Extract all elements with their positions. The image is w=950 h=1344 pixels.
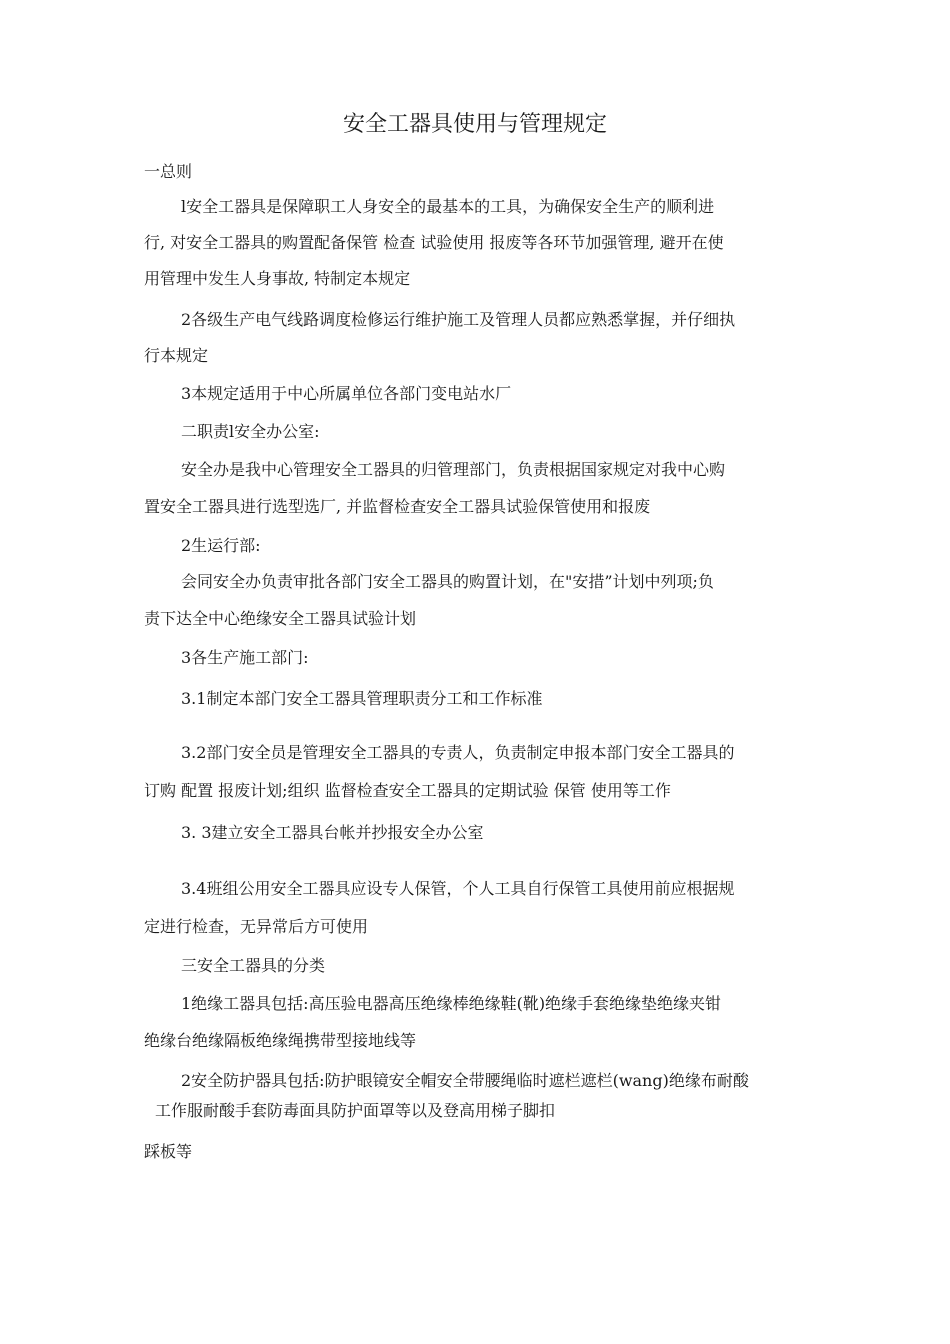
paragraph-line: 工作服耐酸手套防毒面具防护面罩等以及登高用梯子脚扣 [155,1101,556,1120]
paragraph-line: 踩板等 [144,1142,193,1161]
paragraph-line: 2安全防护器具包括:防护眼镜安全帽安全带腰绳临时遮栏遮栏(wang)绝缘布耐酸 [181,1071,749,1090]
paragraph-line: 定进行检查，无异常后方可使用 [144,917,369,936]
paragraph-line: 3.1制定本部门安全工器具管理职责分工和工作标准 [181,689,543,708]
section-heading-duties: 二职责l安全办公室: [181,422,320,441]
paragraph-line: 绝缘台绝缘隔板绝缘绳携带型接地线等 [144,1031,417,1050]
paragraph-line: 用管理中发生人身事故, 特制定本规定 [144,269,411,288]
paragraph-line: 3.2部门安全员是管理安全工器具的专责人，负责制定申报本部门安全工器具的 [181,743,735,762]
section-heading-categories: 三安全工器具的分类 [181,956,326,975]
paragraph-line: 行, 对安全工器具的购置配备保管 检查 试验使用 报废等各环节加强管理, 避开在使 [144,233,724,252]
section-heading-general: 一总则 [144,162,193,181]
paragraph-line: 3各生产施工部门: [181,648,309,667]
paragraph-line: 2各级生产电气线路调度检修运行维护施工及管理人员都应熟悉掌握，并仔细执 [181,310,736,329]
paragraph-line: l安全工器具是保障职工人身安全的最基本的工具，为确保安全生产的顺利进 [181,197,715,216]
paragraph-line: 3. 3建立安全工器具台帐并抄报安全办公室 [181,823,484,842]
paragraph-line: 2生运行部: [181,536,261,555]
paragraph-line: 1绝缘工器具包括:高压验电器高压绝缘棒绝缘鞋(靴)绝缘手套绝缘垫绝缘夹钳 [181,994,722,1013]
paragraph-line: 责下达全中心绝缘安全工器具试验计划 [144,609,417,628]
paragraph-line: 行本规定 [144,346,209,365]
paragraph-line: 3本规定适用于中心所属单位各部门变电站水厂 [181,384,512,403]
paragraph-line: 会同安全办负责审批各部门安全工器具的购置计划，在"安措”计划中列项;负 [181,572,714,591]
paragraph-line: 订购 配置 报废计划;组织 监督检查安全工器具的定期试验 保管 使用等工作 [144,781,671,800]
paragraph-line: 安全办是我中心管理安全工器具的归管理部门，负责根据国家规定对我中心购 [181,460,726,479]
paragraph-line: 3.4班组公用安全工器具应设专人保管，个人工具自行保管工具使用前应根据规 [181,879,735,898]
paragraph-line: 置安全工器具进行选型选厂, 并监督检查安全工器具试验保管使用和报废 [144,497,651,516]
document-title: 安全工器具使用与管理规定 [342,112,607,137]
